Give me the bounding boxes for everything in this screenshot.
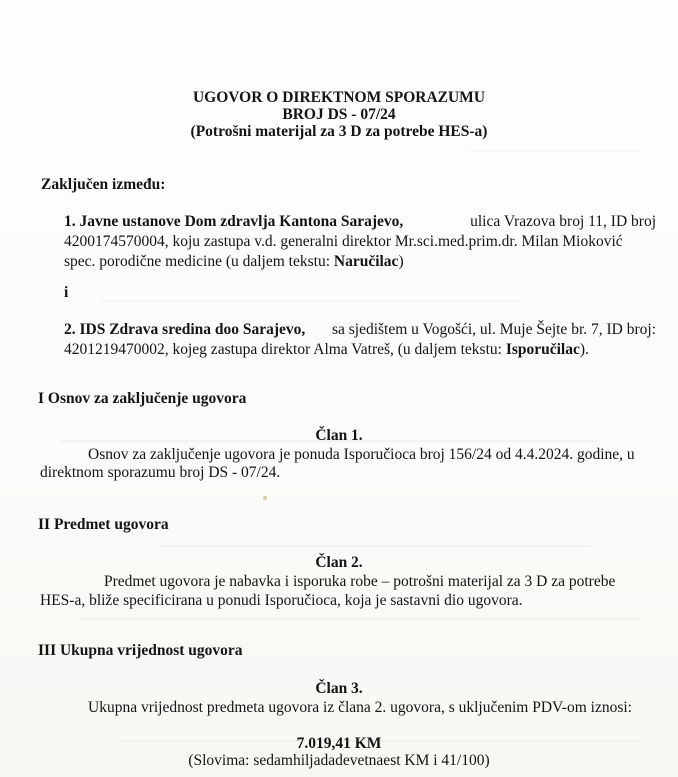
contract-title: UGOVOR O DIREKTNOM SPORAZUMU bbox=[192, 89, 486, 106]
party2-address: sa sjedištem u Vogošći, ul. Muje Šejte br. 7, ID broj: bbox=[331, 321, 656, 338]
concluded-between-heading: Zaključen između: bbox=[41, 176, 166, 193]
party1-line1 bbox=[64, 214, 656, 230]
party1-name: 1. Javne ustanove Dom zdravlja Kantona Sarajevo, bbox=[64, 213, 404, 230]
show-through-mark bbox=[80, 618, 640, 620]
article2-title: Član 2. bbox=[315, 554, 363, 571]
contract-number: BROJ DS - 07/24 bbox=[282, 106, 396, 123]
show-through-mark bbox=[160, 545, 590, 547]
article3-title: Član 3. bbox=[315, 680, 363, 697]
section2-heading: II Predmet ugovora bbox=[38, 516, 169, 533]
show-through-mark bbox=[100, 300, 520, 302]
article3-line1: Ukupna vrijednost predmeta ugovora iz člana 2. ugovora, s uključenim PDV-om iznosi: bbox=[88, 699, 632, 716]
party2-line2-post: ). bbox=[579, 341, 589, 358]
article2-line2: HES-a, bliže specificirana u ponudi Isporučioca, koja je sastavni dio ugovora. bbox=[40, 592, 523, 609]
contract-amount: 7.019,41 KM bbox=[296, 735, 382, 752]
party2-line1 bbox=[64, 322, 656, 338]
section3-heading: III Ukupna vrijednost ugovora bbox=[38, 642, 243, 659]
section1-heading: I Osnov za zaključenje ugovora bbox=[38, 390, 247, 407]
contract-subtitle: (Potrošni materijal za 3 D za potrebe HES-a) bbox=[190, 123, 488, 140]
party1-line3-pre: spec. porodične medicine (u daljem tekstu: bbox=[64, 253, 334, 270]
article1-line1: Osnov za zaključenje ugovora je ponuda Isporučioca broj 156/24 od 4.4.2024. godine, u bbox=[88, 446, 635, 463]
article1-line2: direktnom sporazumu broj DS - 07/24. bbox=[40, 464, 281, 481]
article1-title: Član 1. bbox=[315, 427, 363, 444]
party2-name: 2. IDS Zdrava sredina doo Sarajevo, bbox=[64, 321, 306, 338]
party1-address: ulica Vrazova broj 11, ID broj bbox=[470, 213, 656, 230]
party1-line2: 4200174570004, koju zastupa v.d. generalni direktor Mr.sci.med.prim.dr. Milan Mioković bbox=[64, 233, 623, 250]
party2-line2 bbox=[64, 342, 589, 358]
paper-speck bbox=[263, 496, 267, 500]
party2-line2-pre: 4201219470002, kojeg zastupa direktor Alma Vatreš, (u daljem tekstu: bbox=[64, 341, 506, 358]
show-through-mark bbox=[470, 150, 640, 152]
article2-line1: Predmet ugovora je nabavka i isporuka robe – potrošni materijal za 3 D za potrebe bbox=[104, 573, 616, 590]
party1-line3-post: ) bbox=[398, 253, 404, 270]
party2-role: Isporučilac bbox=[505, 341, 580, 358]
party1-role: Naručilac bbox=[333, 253, 399, 270]
contract-amount-words: (Slovima: sedamhiljadadevetnaest KM i 41/100) bbox=[188, 752, 490, 769]
party1-line3 bbox=[64, 254, 404, 270]
conjunction: i bbox=[64, 284, 69, 301]
